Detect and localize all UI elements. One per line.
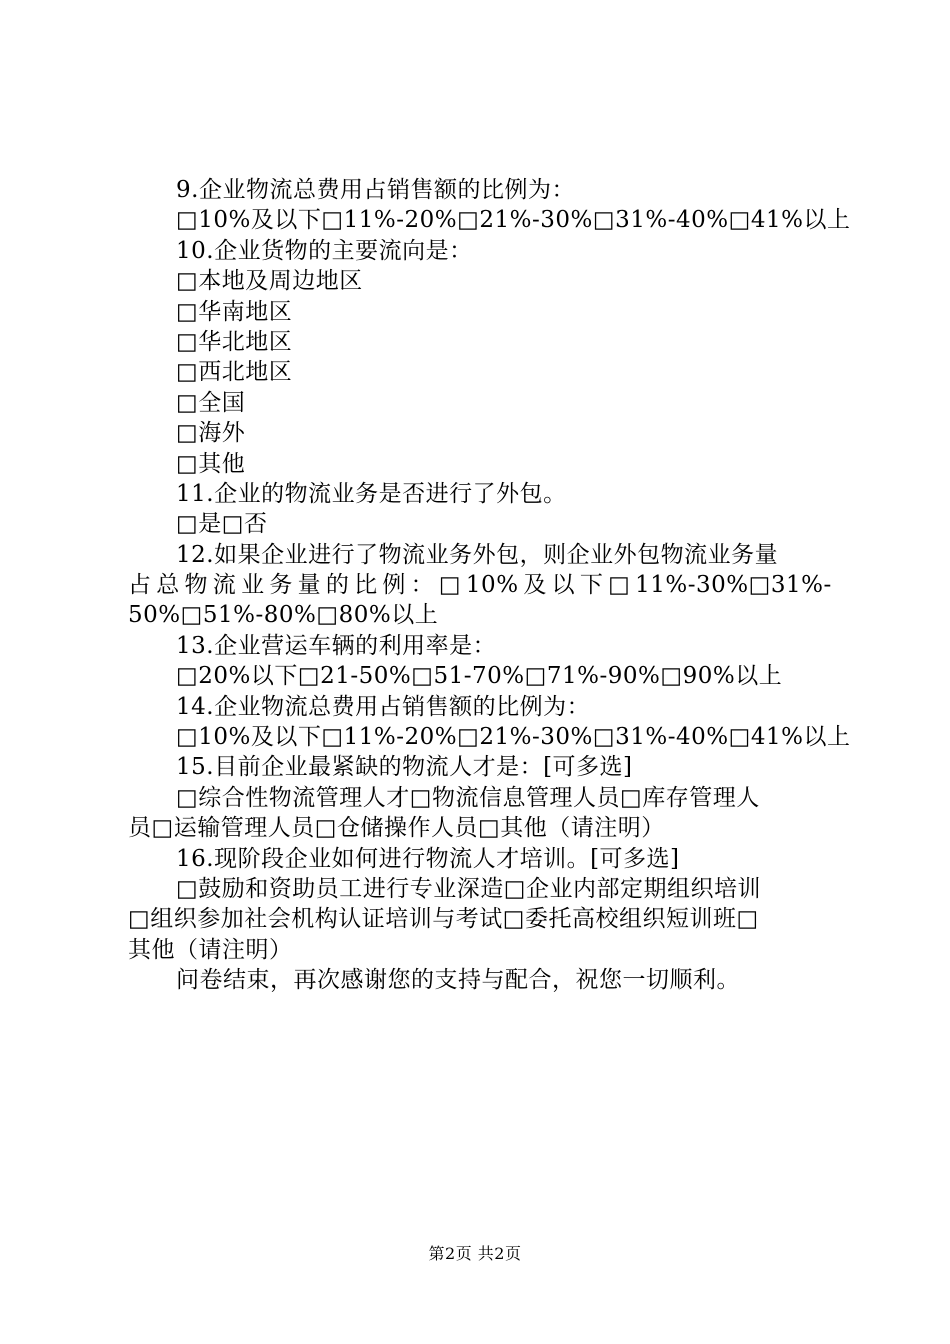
text-line: □20%以下□21-50%□51-70%□71%-90%□90%以上: [176, 663, 783, 690]
text-line: □本地及周边地区: [176, 268, 363, 295]
text-line: □华南地区: [176, 298, 293, 325]
text-line: □海外: [176, 420, 246, 447]
text-line: 10.企业货物的主要流向是：: [176, 237, 473, 264]
text-line: 员□运输管理人员□仓储操作人员□其他（请注明）: [128, 815, 665, 842]
text-token: 11%-30%□31%-: [635, 572, 832, 599]
text-line: [128, 570, 832, 600]
text-line: □10%及以下□11%-20%□21%-30%□31%-40%□41%以上: [176, 724, 851, 751]
text-line: □是□否: [176, 511, 268, 538]
text-token: 占: [128, 572, 152, 599]
text-token: 例: [382, 572, 406, 599]
text-line: 问卷结束，再次感谢您的支持与配合，祝您一切顺利。: [176, 967, 740, 994]
text-token: 务: [269, 572, 293, 599]
text-line: □综合性物流管理人才□物流信息管理人员□库存管理人: [176, 784, 760, 811]
text-token: 物: [184, 572, 209, 599]
text-line: □其他: [176, 450, 246, 477]
text-line: □全国: [176, 389, 246, 416]
text-token: 下: [579, 572, 604, 599]
text-token: □: [438, 572, 462, 599]
text-line: 16.现阶段企业如何进行物流人才培训。[可多选]: [176, 845, 680, 872]
text-line: 14.企业物流总费用占销售额的比例为：: [176, 693, 591, 720]
text-line: 13.企业营运车辆的利用率是：: [176, 632, 497, 659]
document-body: [128, 175, 851, 996]
text-token: □: [608, 572, 631, 599]
text-line: 15.目前企业最紧缺的物流人才是：[可多选]: [176, 754, 633, 781]
text-token: 以: [551, 572, 576, 599]
text-line: 50%□51%-80%□80%以上: [128, 602, 439, 629]
text-token: 的: [325, 572, 350, 599]
text-line: □鼓励和资助员工进行专业深造□企业内部定期组织培训: [176, 875, 761, 902]
text-token: 流: [212, 572, 237, 599]
text-token: 10%: [465, 572, 519, 599]
text-line: □组织参加社会机构认证培训与考试□委托高校组织短训班□: [128, 906, 759, 933]
text-line: □10%及以下□11%-20%□21%-30%□31%-40%□41%以上: [176, 207, 851, 234]
text-token: 量: [297, 572, 322, 599]
text-token: 及: [523, 572, 547, 599]
text-line: 11.企业的物流业务是否进行了外包。: [176, 480, 567, 507]
text-token: 总: [156, 572, 180, 599]
text-line: 9.企业物流总费用占销售额的比例为：: [176, 177, 575, 203]
text-line: □华北地区: [176, 328, 293, 355]
text-token: 比: [354, 572, 378, 599]
text-token: ：: [410, 572, 435, 599]
text-token: 业: [241, 572, 265, 599]
text-line: 其他（请注明）: [128, 936, 293, 963]
page-footer: 第2页 共2页: [428, 1244, 522, 1263]
text-line: □西北地区: [176, 359, 293, 386]
text-line: 12.如果企业进行了物流业务外包，则企业外包物流业务量: [176, 541, 779, 568]
